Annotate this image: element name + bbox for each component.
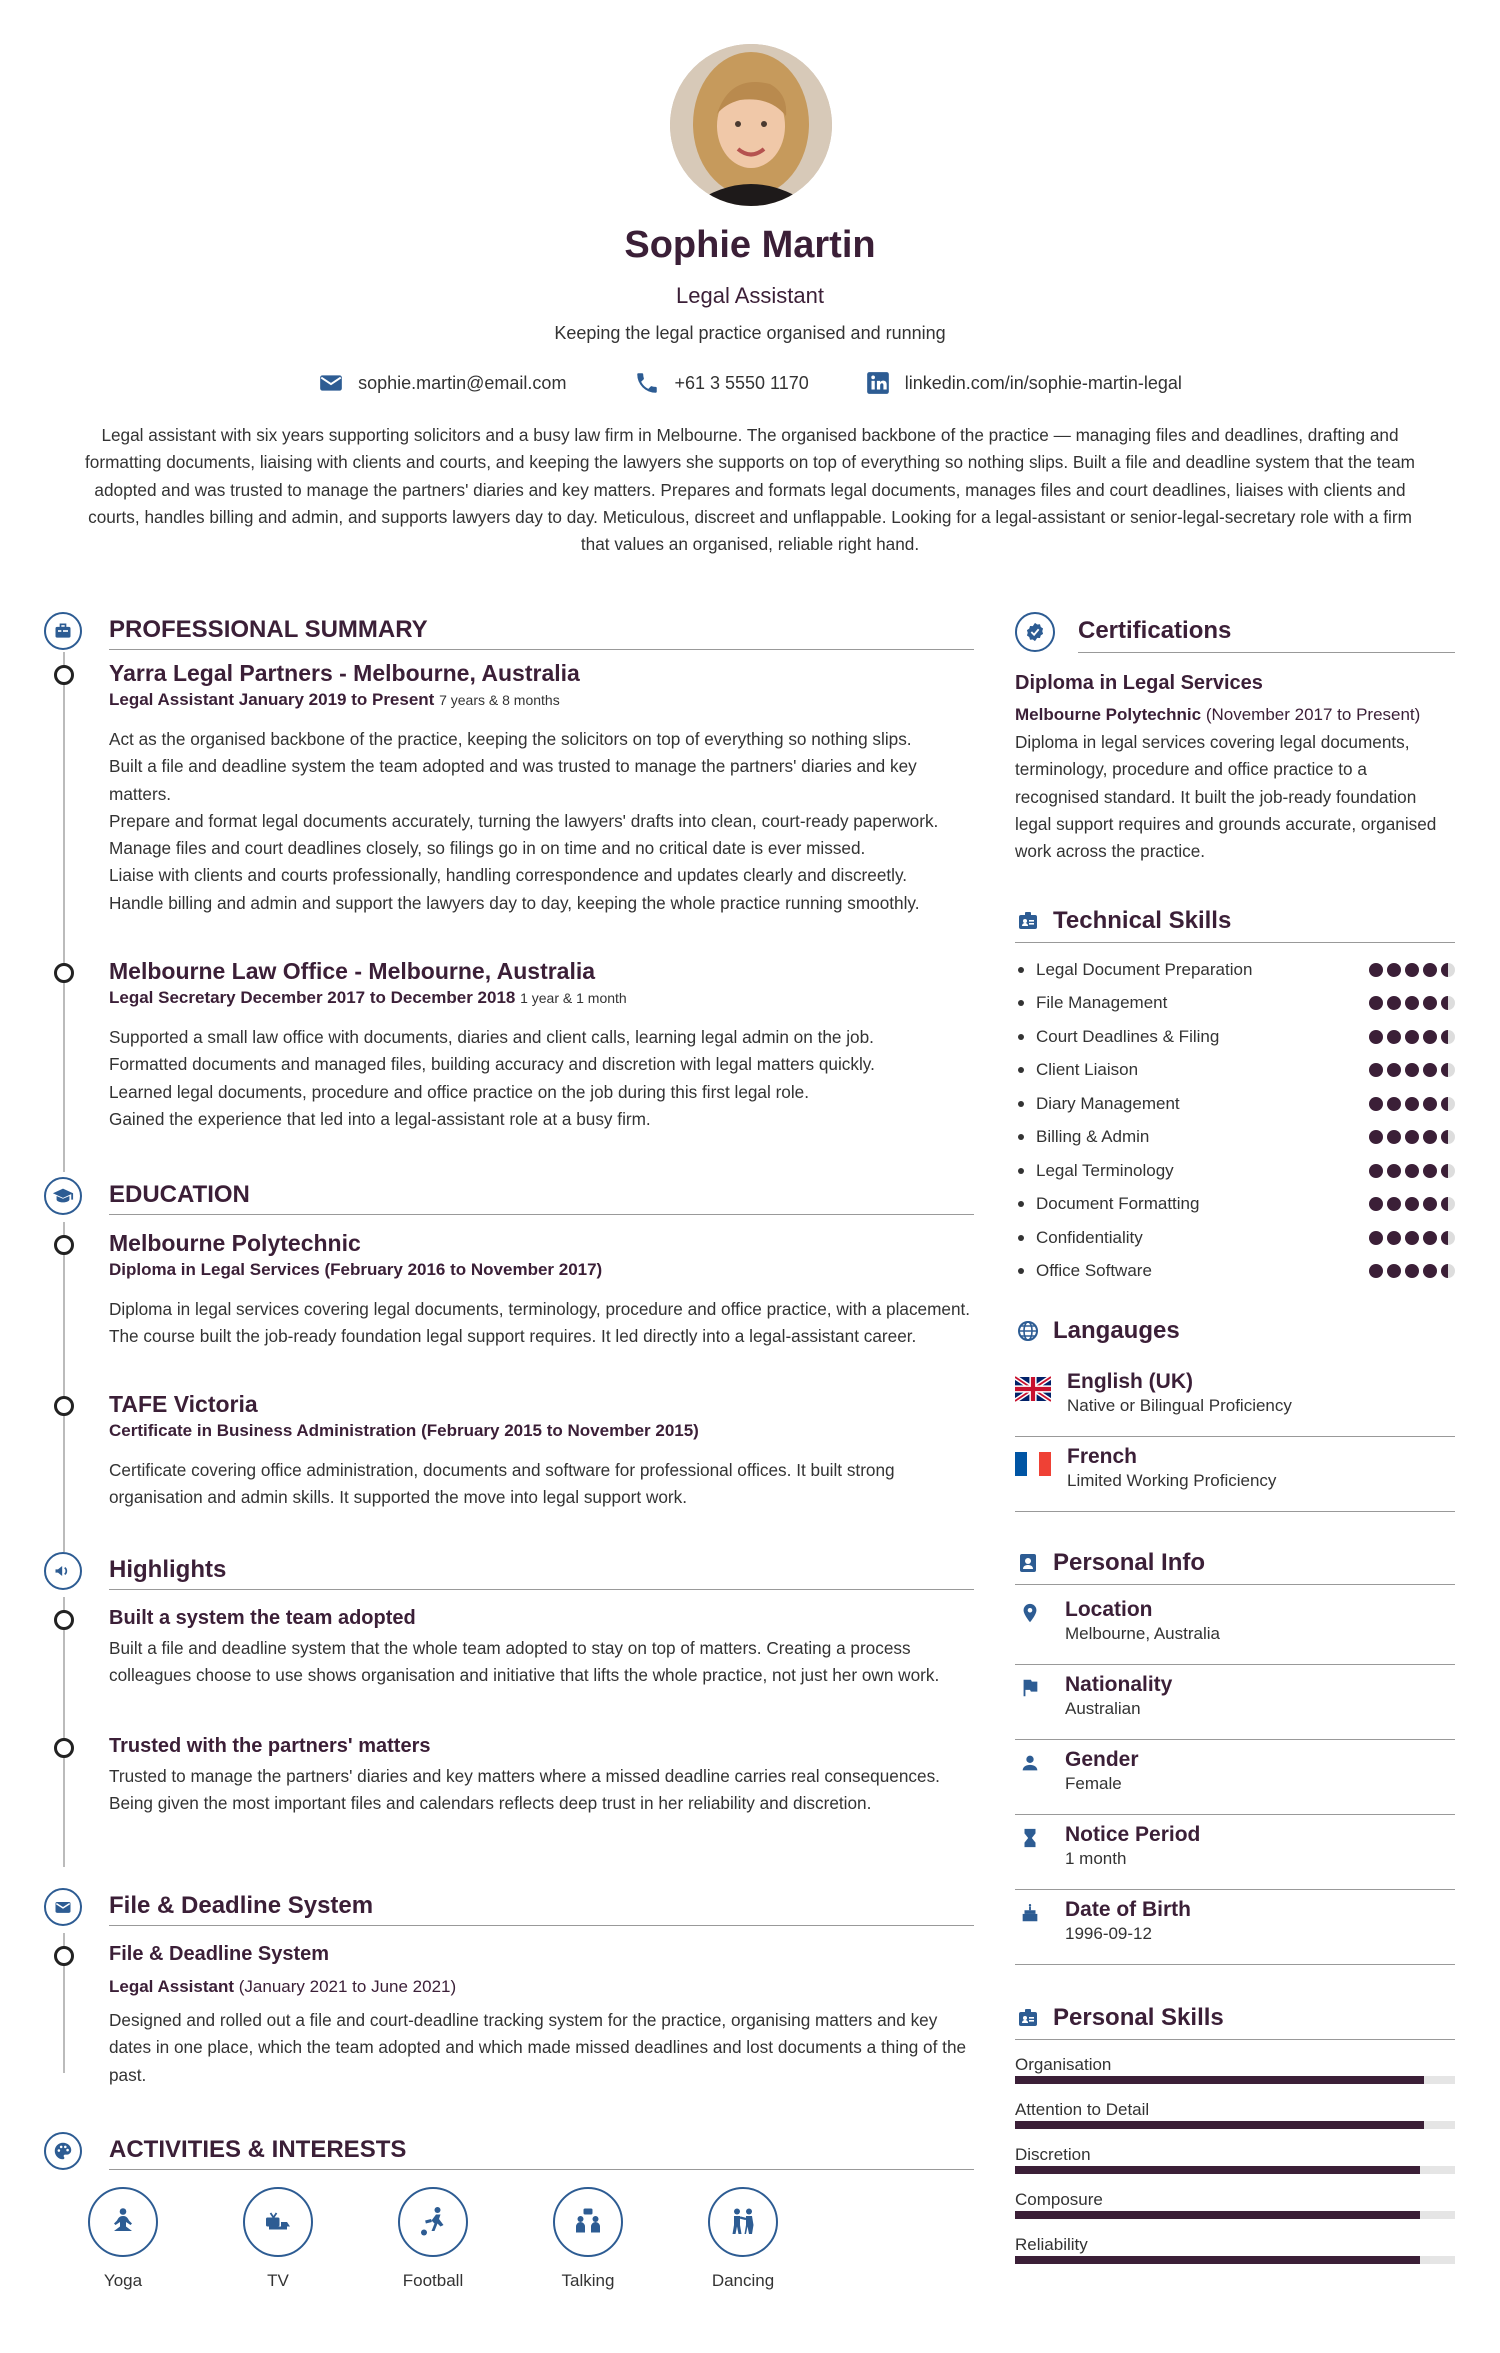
personal-info-section-header [1015,1544,1455,1586]
football-icon [415,2204,451,2240]
rating-dot [1441,1164,1455,1178]
skill-bar [1015,2256,1455,2264]
skill-bar-fill [1015,2166,1420,2174]
role-dates: Legal Assistant January 2019 to Present 7 years & 8 months [109,690,560,709]
highlight-title: Trusted with the partners' matters [109,1735,431,1757]
rating-dot [1369,963,1383,977]
profile-photo [670,44,832,206]
yoga-icon [105,2204,141,2240]
contact-card-icon [1015,1550,1041,1576]
skill-rating [1369,1231,1455,1245]
language-name: English (UK) [1067,1370,1193,1393]
experience-description: Supported a small law office with documents, diaries and client calls, learning legal admin on the job. Formatted documents and managed files, building accuracy and discretion with legal matters quickly. Learned legal documents, procedure and office practice on the job during this first legal role. Gained the experience that led into a legal-assistant role at a busy firm. [109,1027,875,1129]
project-name: File & Deadline System [109,1943,330,1965]
rating-dot [1423,1130,1437,1144]
languages-title: Langauges [1053,1317,1180,1344]
rating-dot [1441,963,1455,977]
linkedin-text: linkedin.com/in/sophie-martin-legal [904,372,1182,393]
rating-dot [1441,1063,1455,1077]
project-description: Designed and rolled out a file and court-deadline tracking system for the practice, organising matters and key dates in one place, which the team adopted and which made missed deadlines and lost documents a thing of the past. [109,2010,967,2085]
language-item [1015,1437,1455,1512]
activities-section-header [44,2132,974,2172]
skill-name: File Management [1015,993,1167,1013]
rating-dot [1423,996,1437,1010]
experience-entry [44,658,974,917]
profile-summary: Legal assistant with six years supporting solicitors and a busy law firm in Melbourne. The organised backbone of the practice — managing files and deadlines, drafting and formatting documents, liaising with clients and courts, and keeping the lawyers she supports on top of everything so nothing slips. Built a file and deadline system that the team adopted and was trusted to manage the partners' diaries and key matters. Prepares and formats legal documents, manages files and court deadlines, liaises with clients and courts, handles billing and admin, and supports lawyers day to day. Meticulous, discreet and unflappable. Looking for a legal-assistant or senior-legal-secretary role with a firm that values an organised, reliable right hand. [85,425,1415,555]
project-entry [44,1939,974,2089]
technical-skill-item [1015,953,1455,987]
rating-dot [1423,1264,1437,1278]
project-section-header [44,1888,974,1928]
highlights-title: Highlights [109,1556,227,1583]
rating-dot [1423,1231,1437,1245]
personal-skill-name: Attention to Detail [1015,2100,1150,2119]
rating-dot [1387,1130,1401,1144]
degree-dates: Certificate in Business Administration (February 2015 to November 2015) [109,1421,699,1440]
skill-rating [1369,1130,1455,1144]
hourglass-icon [1019,1827,1041,1849]
personal-info-item: Nationality Australian [1015,1665,1455,1740]
highlight-entry [44,1603,974,1690]
rating-dot [1405,1231,1419,1245]
highlight-description: Trusted to manage the partners' diaries and key matters where a missed deadline carries real consequences. Being given the most important files and calendars reflects deep trust in her reliability and discretion. [109,1766,940,1814]
flag-icon [1019,1677,1041,1699]
rating-dot [1423,1097,1437,1111]
rating-dot [1369,1164,1383,1178]
role-dates: Legal Secretary December 2017 to December 2018 1 year & 1 month [109,988,627,1007]
language-level: Native or Bilingual Proficiency [1067,1396,1292,1415]
skill-name: Confidentiality [1015,1228,1143,1248]
rating-dot [1387,1097,1401,1111]
technical-skill-item [1015,1154,1455,1188]
education-timeline [44,1222,974,1552]
highlight-description: Built a file and deadline system that the whole team adopted to stay on top of matters. Creating a process colleagues choose to use shows organisation and initiative that lifts the whole practice, not just her own work. [109,1638,940,1686]
badge-icon [1015,612,1055,652]
education-title: EDUCATION [109,1181,250,1208]
rating-dot [1369,1130,1383,1144]
education-description: Diploma in legal services covering legal documents, terminology, procedure and office practice, with a placement. The course built the job-ready foundation legal support requires. It led directly into a legal-assistant career. [109,1299,971,1347]
language-level: Limited Working Proficiency [1067,1471,1277,1490]
skill-bar [1015,2076,1455,2084]
skill-bar-fill [1015,2211,1420,2219]
activity-dancing: Dancing [708,2187,778,2291]
rating-dot [1369,1063,1383,1077]
rating-dot [1441,1030,1455,1044]
rating-dot [1405,1264,1419,1278]
uk-flag-icon [1015,1376,1051,1402]
email-text: sophie.martin@email.com [358,372,567,393]
skill-rating [1369,996,1455,1010]
certification-issuer: Melbourne Polytechnic (November 2017 to Present) [1015,705,1421,724]
rating-dot [1441,1197,1455,1211]
activity-talking: Talking [553,2187,623,2291]
personal-skill-item [1015,2099,1455,2129]
contact-bar [0,370,1500,396]
rating-dot [1369,1030,1383,1044]
technical-skill-item [1015,1121,1455,1155]
phone-text: +61 3 5550 1170 [674,372,809,393]
personal-skill-item [1015,2144,1455,2174]
rating-dot [1387,1231,1401,1245]
highlights-section-header [44,1552,974,1592]
personal-info-title: Personal Info [1053,1549,1206,1576]
experience-description: Act as the organised backbone of the practice, keeping the solicitors on top of everything so nothing slips. Built a file and deadline system the team adopted and was trusted to manage the partners' diaries and key matters. Prepare and format legal documents accurately, turning the lawyers' drafts into clean, court-ready paperwork. Manage files and court deadlines closely, so filings go in on time and no critical date is ever missed. Liaise with clients and courts professionally, handling correspondence and updates clearly and discreetly. Handle billing and admin and support the lawyers day to day, keeping the whole practice running smoothly. [109,729,939,913]
certification-entry [1015,672,1455,865]
rating-dot [1423,1164,1437,1178]
skill-name: Office Software [1015,1261,1152,1281]
rating-dot [1369,1231,1383,1245]
tv-icon [260,2204,296,2240]
graduation-cap-icon [44,1177,82,1215]
rating-dot [1369,996,1383,1010]
rating-dot [1405,1130,1419,1144]
personal-skill-name: Composure [1015,2190,1103,2209]
personal-info-list [1015,1590,1455,1965]
activities-title: ACTIVITIES & INTERESTS [109,2136,407,2163]
rating-dot [1387,1063,1401,1077]
rating-dot [1405,963,1419,977]
rating-dot [1405,1063,1419,1077]
education-entry [44,1228,974,1351]
rating-dot [1441,1231,1455,1245]
skill-rating [1369,1063,1455,1077]
rating-dot [1405,1097,1419,1111]
experience-entry [44,956,974,1133]
education-section-header [44,1177,974,1217]
technical-skill-item [1015,1087,1455,1121]
dancing-icon [725,2204,761,2240]
id-badge-icon [1015,908,1041,934]
technical-skills-section-header [1015,902,1455,944]
skill-name: Client Liaison [1015,1060,1138,1080]
language-item [1015,1362,1455,1437]
technical-skill-item [1015,1221,1455,1255]
rating-dot [1441,1130,1455,1144]
id-badge-icon [1015,2005,1041,2031]
project-timeline [44,1933,974,2085]
education-description: Certificate covering office administration, documents and software for professional offices. It built strong organisation and admin skills. It supported the move into legal support work. [109,1460,895,1508]
highlight-title: Built a system the team adopted [109,1607,416,1629]
skill-name: Diary Management [1015,1094,1180,1114]
rating-dot [1387,996,1401,1010]
technical-skill-item [1015,1255,1455,1289]
certifications-title: Certifications [1078,617,1232,644]
technical-skills-title: Technical Skills [1053,907,1232,934]
rating-dot [1441,996,1455,1010]
certifications-section-header [1015,612,1455,654]
person-icon [1019,1752,1041,1774]
skill-name: Document Formatting [1015,1194,1199,1214]
rating-dot [1369,1264,1383,1278]
technical-skill-item [1015,1020,1455,1054]
rating-dot [1405,996,1419,1010]
certification-name: Diploma in Legal Services [1015,672,1263,694]
skill-bar-fill [1015,2076,1424,2084]
experience-title: PROFESSIONAL SUMMARY [109,616,428,643]
education-entry [44,1389,974,1512]
talking-icon [570,2204,606,2240]
envelope-icon [44,1888,82,1926]
personal-skill-name: Reliability [1015,2235,1088,2254]
personal-skill-item [1015,2189,1455,2219]
skill-rating [1369,1097,1455,1111]
candidate-role: Legal Assistant [676,283,824,308]
email-icon [318,370,344,396]
personal-info-item: Notice Period 1 month [1015,1815,1455,1890]
rating-dot [1387,1264,1401,1278]
rating-dot [1387,1164,1401,1178]
phone-icon [634,370,660,396]
experience-timeline [44,652,974,1172]
skill-bar [1015,2211,1455,2219]
megaphone-icon [44,1552,82,1590]
rating-dot [1423,1197,1437,1211]
language-name: French [1067,1445,1138,1468]
skill-name: Court Deadlines & Filing [1015,1027,1219,1047]
contact-email[interactable] [318,370,566,396]
rating-dot [1441,1264,1455,1278]
company-name: Melbourne Law Office - Melbourne, Australia [109,958,596,984]
rating-dot [1423,1030,1437,1044]
globe-icon [1015,1318,1041,1344]
languages-list [1015,1362,1455,1512]
personal-info-item: Date of Birth 1996-09-12 [1015,1890,1455,1965]
skill-bar-fill [1015,2256,1420,2264]
contact-linkedin[interactable] [865,370,1182,396]
activities-list [44,2187,974,2291]
experience-section-header [44,612,974,652]
technical-skills-list [1015,953,1455,1288]
rating-dot [1405,1164,1419,1178]
skill-name: Legal Terminology [1015,1161,1174,1181]
contact-phone[interactable] [634,370,808,396]
skill-bar [1015,2121,1455,2129]
cake-icon [1019,1902,1041,1924]
rating-dot [1369,1097,1383,1111]
personal-skills-section-header [1015,1999,1455,2041]
right-column [1015,612,1455,2254]
rating-dot [1423,963,1437,977]
activity-tv: TV [243,2187,313,2291]
rating-dot [1405,1197,1419,1211]
candidate-name: Sophie Martin [624,224,876,266]
technical-skill-item [1015,1054,1455,1088]
school-name: Melbourne Polytechnic [109,1230,361,1256]
languages-section-header [1015,1312,1455,1354]
personal-info-item: Location Melbourne, Australia [1015,1590,1455,1665]
skill-bar [1015,2166,1455,2174]
personal-skill-item [1015,2234,1455,2264]
rating-dot [1387,963,1401,977]
project-section-title: File & Deadline System [109,1892,374,1919]
linkedin-icon [865,370,891,396]
skill-rating [1369,1197,1455,1211]
activity-football: Football [398,2187,468,2291]
certification-description: Diploma in legal services covering legal documents, terminology, procedure and office practice to a recognised standard. It built the job-ready foundation legal support requires and grounds accurate, organised work across the practice. [1015,732,1437,862]
personal-skill-item [1015,2054,1455,2084]
skill-rating [1369,1264,1455,1278]
technical-skill-item [1015,987,1455,1021]
personal-info-item: Gender Female [1015,1740,1455,1815]
briefcase-icon [44,612,82,650]
technical-skill-item [1015,1188,1455,1222]
skill-name: Legal Document Preparation [1015,960,1252,980]
personal-skills-list [1015,2054,1455,2279]
skill-rating [1369,1030,1455,1044]
rating-dot [1387,1197,1401,1211]
skill-rating [1369,1164,1455,1178]
school-name: TAFE Victoria [109,1391,258,1417]
skill-name: Billing & Admin [1015,1127,1149,1147]
tagline: Keeping the legal practice organised and running [554,323,946,343]
company-name: Yarra Legal Partners - Melbourne, Australia [109,660,580,686]
personal-skills-title: Personal Skills [1053,2004,1224,2031]
france-flag-icon [1015,1451,1051,1477]
highlights-timeline [44,1597,974,1867]
rating-dot [1405,1030,1419,1044]
degree-dates: Diploma in Legal Services (February 2016 to November 2017) [109,1260,603,1279]
skill-rating [1369,963,1455,977]
left-column [44,612,974,2290]
location-pin-icon [1019,1602,1041,1624]
palette-icon [44,2132,82,2170]
personal-skill-name: Organisation [1015,2055,1112,2074]
personal-skill-name: Discretion [1015,2145,1091,2164]
rating-dot [1387,1030,1401,1044]
rating-dot [1369,1197,1383,1211]
activity-yoga: Yoga [88,2187,158,2291]
skill-bar-fill [1015,2121,1424,2129]
project-role-dates: Legal Assistant (January 2021 to June 2021) [109,1977,457,1996]
rating-dot [1423,1063,1437,1077]
rating-dot [1441,1097,1455,1111]
highlight-entry [44,1731,974,1818]
